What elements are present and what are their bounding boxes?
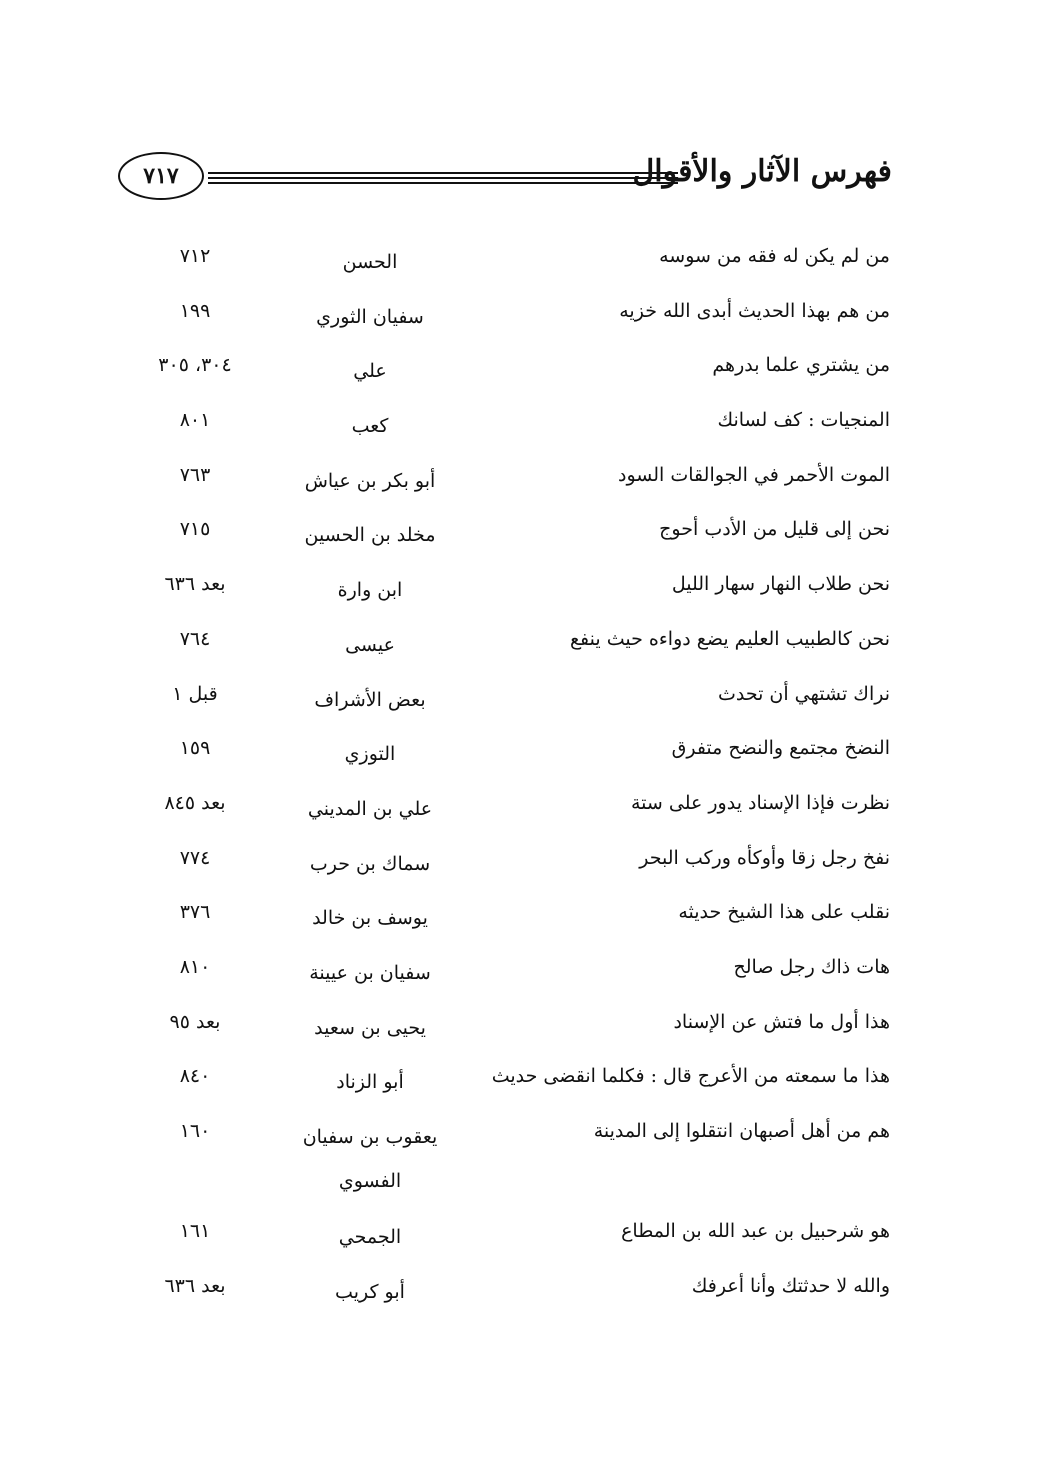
page-number-badge	[118, 152, 204, 200]
speaker-name: الجمحي	[338, 1226, 402, 1248]
index-row	[0, 1209, 1040, 1264]
index-row	[0, 1109, 1040, 1209]
page-reference: ٨٠١	[179, 409, 211, 432]
page-reference: قبل ١	[172, 682, 218, 705]
quote-text: والله لا حدثتك وأنا أعرفك	[691, 1274, 890, 1297]
quote-text: نحن إلى قليل من الأدب أحوج	[659, 518, 890, 541]
page-reference: ١٩٩	[179, 299, 211, 322]
speaker-name: يحيى بن سعيد	[314, 1016, 426, 1039]
page-reference: ١٦١	[179, 1220, 211, 1242]
speaker-name: الحسن	[342, 251, 398, 273]
speaker-name: مخلد بن الحسين	[304, 524, 436, 547]
speaker-name: أبو الزناد	[336, 1071, 404, 1094]
quote-text: نحن طلاب النهار سهار الليل	[671, 573, 890, 596]
page-header	[118, 148, 900, 208]
index-row	[0, 781, 1040, 836]
index-row	[0, 343, 1040, 398]
page-reference: ٣٠٤، ٣٠٥	[158, 354, 232, 377]
page-reference: بعد ٦٣٦	[164, 1274, 226, 1297]
page-reference: ٧٧٤	[179, 846, 211, 869]
page-reference: ٧١٥	[179, 518, 211, 541]
index-row	[0, 289, 1040, 344]
speaker-name: أبو كريب	[335, 1280, 405, 1303]
quote-text: هم من أهل أصبهان انتقلوا إلى المدينة	[593, 1120, 890, 1142]
quote-text: من هم بهذا الحديث أبدى الله خزيه	[619, 299, 890, 322]
index-row	[0, 1000, 1040, 1055]
speaker-name: سفيان الثوري	[316, 305, 424, 328]
page-reference: ١٦٠	[179, 1120, 211, 1142]
page-reference: بعد ٨٤٥	[164, 791, 226, 814]
quote-text: نقلب على هذا الشيخ حديثه	[678, 901, 890, 924]
quote-text: نفخ رجل زقا وأوكأه وركب البحر	[639, 846, 890, 869]
quote-text: المنجيات : كف لسانك	[717, 409, 890, 432]
index-row	[0, 617, 1040, 672]
page-reference: ١٥٩	[179, 737, 211, 760]
speaker-name: أبو بكر بن عياش	[304, 469, 436, 492]
page-reference: ٧٦٤	[179, 627, 211, 650]
index-row	[0, 1264, 1040, 1319]
page-reference: ٧٦٣	[179, 463, 211, 486]
index-entries	[0, 234, 1040, 1318]
speaker-name: سفيان بن عيينة	[309, 961, 431, 984]
index-row	[0, 726, 1040, 781]
index-title: فهرس الآثار والأقوال	[632, 154, 892, 189]
index-row	[0, 507, 1040, 562]
quote-text: هات ذاك رجل صالح	[733, 955, 890, 978]
page-reference: بعد ٦٣٦	[164, 573, 226, 596]
page-reference: بعد ٩٥	[169, 1010, 221, 1033]
index-row	[0, 945, 1040, 1000]
speaker-name: يوسف بن خالد	[312, 907, 428, 930]
quote-text: نظرت فإذا الإسناد يدور على ستة	[631, 791, 890, 814]
quote-text: الموت الأحمر في الجوالقات السود	[618, 463, 890, 486]
quote-text: هو شرحبيل بن عبد الله بن المطاع	[621, 1220, 890, 1242]
index-row	[0, 890, 1040, 945]
index-row	[0, 562, 1040, 617]
page-reference: ٨١٠	[179, 955, 211, 978]
quote-text: من يشتري علما بدرهم	[712, 354, 890, 377]
header-rule	[208, 172, 678, 174]
speaker-name: التوزي	[344, 743, 396, 766]
speaker-name: ابن وارة	[337, 579, 403, 602]
speaker-name: كعب	[351, 415, 389, 438]
quote-text: من لم يكن له فقه من سوسه	[659, 245, 890, 267]
index-row	[0, 234, 1040, 289]
speaker-name: سماك بن حرب	[309, 852, 431, 875]
index-row	[0, 836, 1040, 891]
page-number: ٧١٧	[143, 163, 179, 189]
page-reference: ٣٧٦	[179, 901, 211, 924]
index-row	[0, 672, 1040, 727]
index-row	[0, 1054, 1040, 1109]
header-rule	[208, 177, 678, 179]
speaker-name: علي بن المديني	[307, 797, 433, 820]
quote-text: النضخ مجتمع والنضح متفرق	[671, 737, 890, 760]
speaker-name: يعقوب بن سفيان الفسوي	[302, 1126, 438, 1192]
speaker-name: بعض الأشراف	[314, 688, 426, 711]
page-reference: ٧١٢	[179, 245, 211, 267]
header-rule	[208, 182, 678, 184]
quote-text: هذا أول ما فتش عن الإسناد	[673, 1010, 890, 1033]
quote-text: نحن كالطبيب العليم يضع دواءه حيث ينفع	[569, 627, 890, 650]
index-row	[0, 398, 1040, 453]
quote-text: نراك تشتهي أن تحدث	[717, 682, 890, 705]
page-reference: ٨٤٠	[179, 1065, 211, 1088]
index-row	[0, 453, 1040, 508]
speaker-name: عيسى	[345, 633, 395, 656]
quote-text: هذا ما سمعته من الأعرج قال : فكلما انقضى حديث	[491, 1065, 890, 1088]
speaker-name: علي	[353, 360, 387, 383]
